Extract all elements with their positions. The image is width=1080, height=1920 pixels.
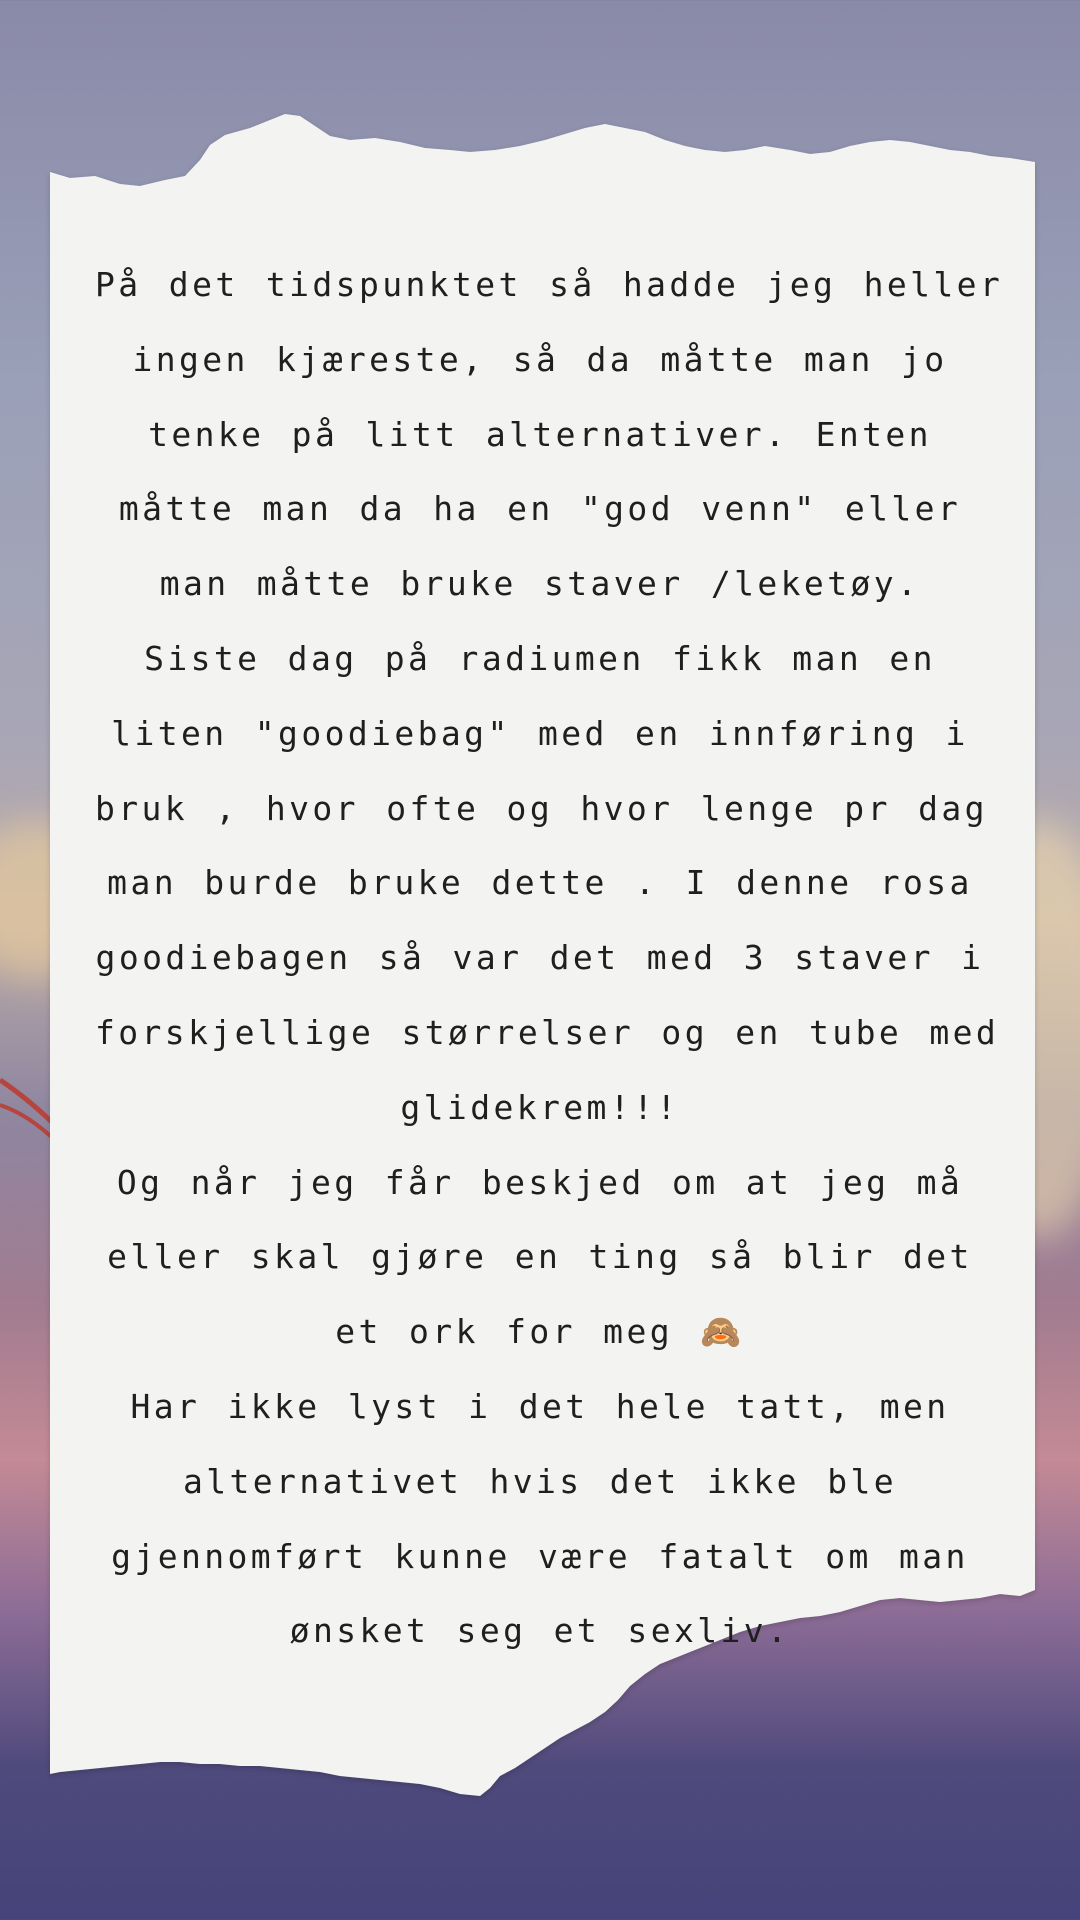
note-line: Siste dag på radiumen fikk man en [144,638,936,678]
note-line: Og når jeg får beskjed om at jeg må [116,1162,964,1202]
note-line: alternativet hvis det ikke ble [182,1461,898,1501]
note-line: man burde bruke dette . I denne rosa [107,863,973,903]
note-line: liten "goodiebag" med en innføring i [111,713,969,753]
note-line: ingen kjæreste, så da måtte man jo [132,339,948,379]
note-line: et ork for meg 🙈 [335,1312,745,1352]
note-line: goodiebagen så var det med 3 staver i [95,938,985,978]
note-line: bruk , hvor ofte og hvor lenge pr dag [95,788,988,828]
note-line: Har ikke lyst i det hele tatt, men [130,1386,950,1426]
note-line: gjennomført kunne være fatalt om man [111,1536,969,1576]
note-line: På det tidspunktet så hadde jeg heller [95,265,1004,304]
note-line: tenke på litt alternativer. Enten [148,414,932,454]
note-line: eller skal gjøre en ting så blir det [107,1237,973,1277]
note-line: glidekrem!!! [400,1087,680,1127]
note-line: ønsket seg et sexliv. [289,1611,791,1651]
note-line: måtte man da ha en "god venn" eller [118,489,962,529]
note-line: forskjellige størrelser og en tube med [95,1012,1000,1052]
note-text [95,248,1004,1669]
note-line: man måtte bruke staver /leketøy. [159,564,921,604]
